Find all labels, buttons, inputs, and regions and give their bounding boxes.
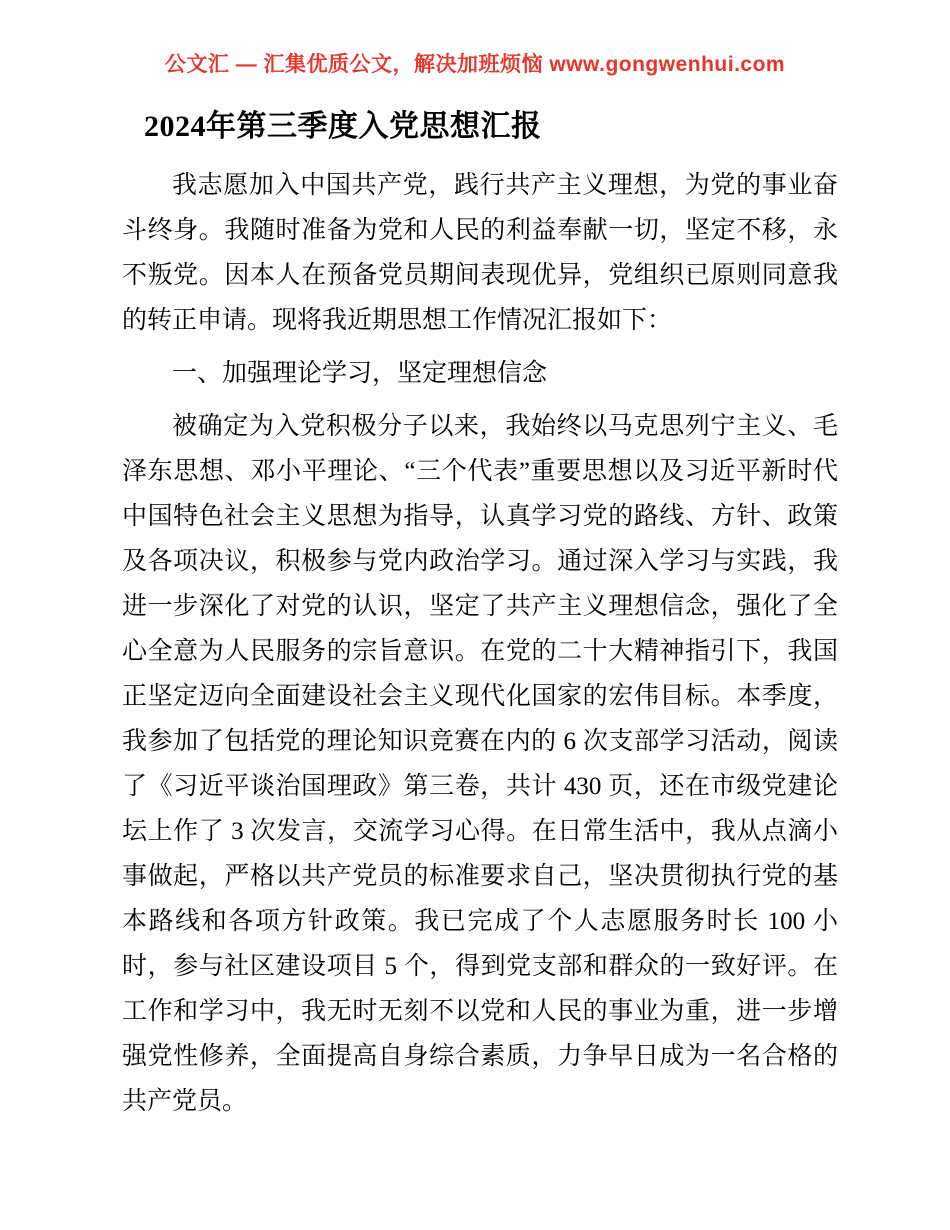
paragraph-section-1-body: 被确定为入党积极分子以来，我始终以马克思列宁主义、毛泽东思想、邓小平理论、“三个代表”重要思想以及习近平新时代中国特色社会主义思想为指导，认真学习党的路线、方针、政策及各项决议，积极参与党内政治学习。通过深入学习与实践，我进一步深化了对党的认识，坚定了共产主义理想信念，强化了全心全意为人民服务的宗旨意识。在党的二十大精神指引下，我国正坚定迈向全面建设社会主义现代化国家的宏伟目标。本季度，我参加了包括党的理论知识竞赛在内的 6 次支部学习活动，阅读了《习近平谈治国理政》第三卷，共计 430 页，还在市级党建论坛上作了 3 次发言，交流学习心得。在日常生活中，我从点滴小事做起，严格以共产党员的标准要求自己，坚决贯彻执行党的基本路线和各项方针政策。我已完成了个人志愿服务时长 100 小时，参与社区建设项目 5 个，得到党支部和群众的一致好评。在工作和学习中，我无时无刻不以党和人民的事业为重，进一步增强党性修养，全面提高自身综合素质，力争早日成为一名合格的共产党员。 (122, 413, 838, 1115)
page-title: 2024年第三季度入党思想汇报 (144, 110, 542, 143)
document-body (122, 104, 838, 1129)
section-heading-1: 一、加强理论学习，坚定理想信念 (172, 360, 548, 387)
site-watermark: 公文汇 — 汇集优质公文，解决加班烦恼 www.gongwenhui.com (164, 53, 786, 76)
paragraph-opening: 我志愿加入中国共产党，践行共产主义理想，为党的事业奋斗终身。我随时准备为党和人民的利益奉献一切，坚定不移，永不叛党。因本人在预备党员期间表现优异，党组织已原则同意我的转正申请。现将我近期思想工作情况汇报如下： (122, 172, 838, 334)
